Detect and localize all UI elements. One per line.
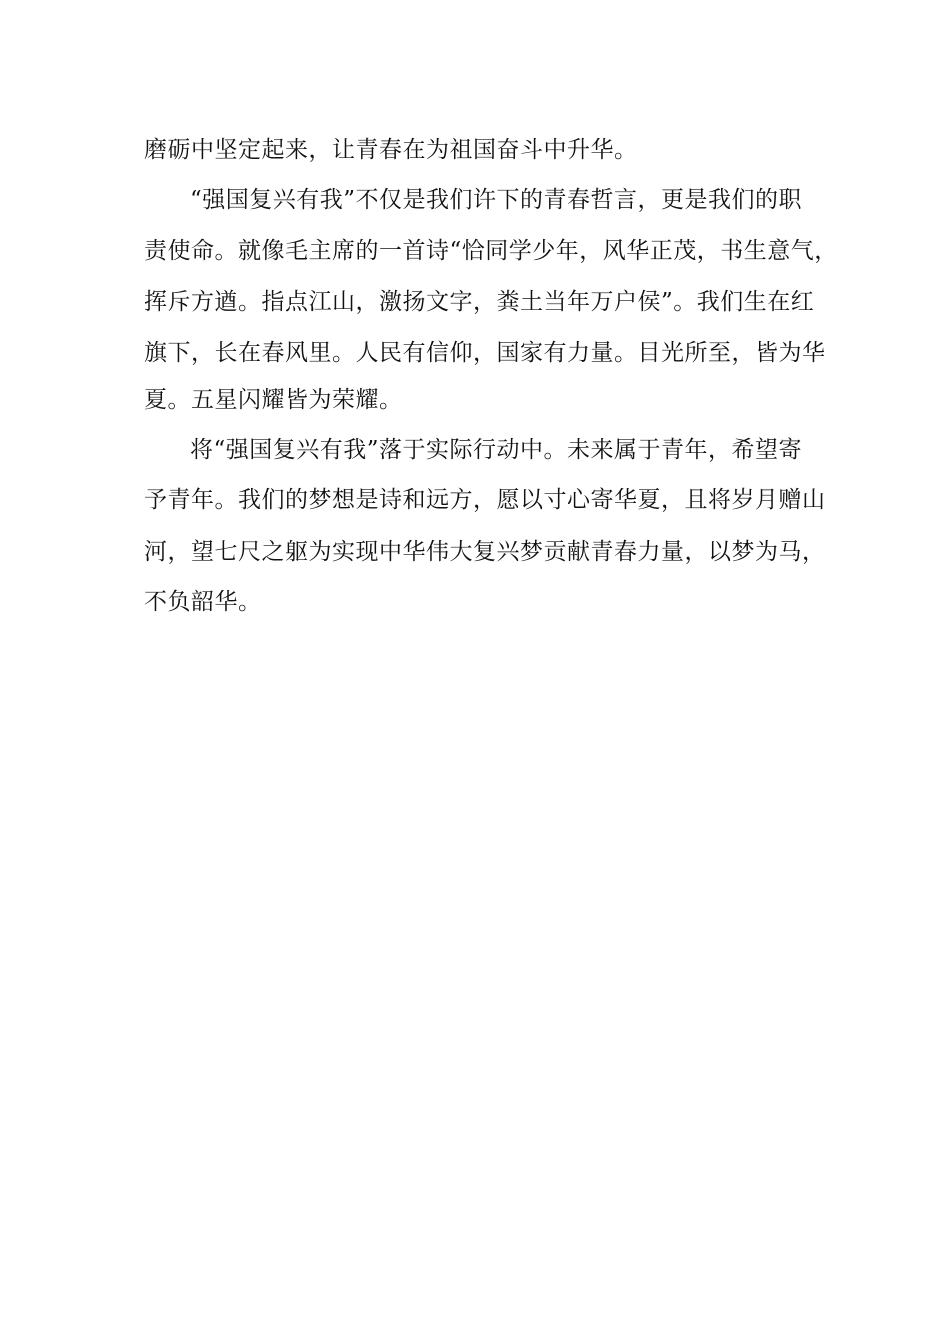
paragraph-2-line-5: 夏。五星闪耀皆为荣耀。 — [144, 387, 403, 413]
paragraph-2-line-2: 责使命。就像毛主席的一首诗“恰同学少年，风华正茂，书生意气， — [144, 238, 838, 264]
paragraph-3-line-4: 不负韶华。 — [144, 589, 262, 615]
paragraph-2-line-3: 挥斥方遒。指点江山，激扬文字，粪土当年万户侯”。我们生在红 — [144, 289, 815, 315]
paragraph-3-line-1: 将“强国复兴有我”落于实际行动中。未来属于青年，希望寄 — [190, 437, 803, 463]
paragraph-2-line-1: “强国复兴有我”不仅是我们许下的青春哲言，更是我们的职 — [190, 187, 803, 213]
paragraph-3-line-3: 河，望七尺之躯为实现中华伟大复兴梦贡献青春力量，以梦为马， — [144, 539, 826, 565]
paragraph-1-line-1: 磨砺中坚定起来，让青春在为祖国奋斗中升华。 — [144, 137, 638, 163]
paragraph-2-line-4: 旗下，长在春风里。人民有信仰，国家有力量。目光所至，皆为华 — [144, 340, 826, 366]
paragraph-3-line-2: 予青年。我们的梦想是诗和远方，愿以寸心寄华夏，且将岁月赠山 — [144, 487, 826, 513]
